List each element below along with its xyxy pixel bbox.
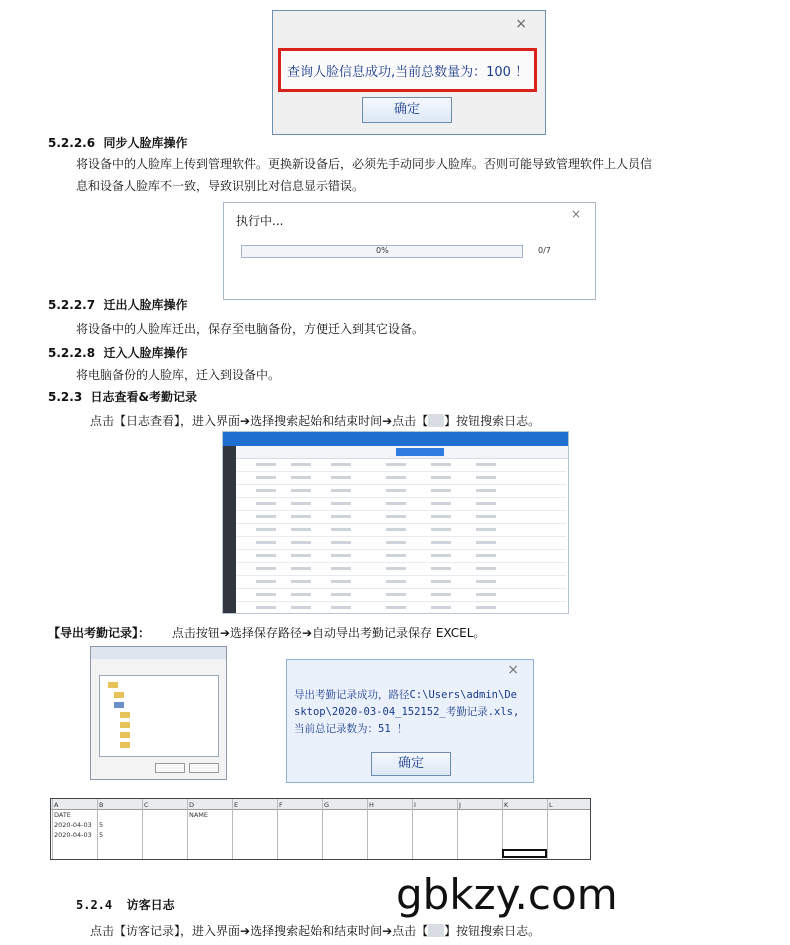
cell-placeholder — [386, 476, 406, 479]
cell-placeholder — [331, 463, 351, 466]
arrow-icon: ➔ — [240, 414, 251, 428]
column-divider — [97, 799, 98, 860]
section-title: 日志查看&考勤记录 — [90, 390, 197, 404]
message-box — [278, 48, 537, 92]
cell-placeholder — [431, 476, 451, 479]
text-part: 】按钮搜索日志。 — [444, 924, 541, 938]
table-row[interactable] — [236, 512, 566, 524]
table-row[interactable] — [236, 603, 566, 614]
cell-placeholder — [476, 567, 496, 570]
cell-placeholder — [291, 476, 311, 479]
column-header[interactable]: I — [414, 801, 416, 809]
cell-placeholder — [431, 463, 451, 466]
cell-placeholder — [331, 606, 351, 609]
cell-placeholder — [256, 528, 276, 531]
cell-placeholder — [476, 463, 496, 466]
cell-placeholder — [291, 463, 311, 466]
progress-bar — [241, 245, 523, 258]
folder-tree[interactable] — [99, 675, 219, 757]
column-header-row — [51, 799, 591, 810]
text-part: 点击【访客记录】，进入界面 — [90, 924, 241, 938]
cell-placeholder — [386, 528, 406, 531]
watermark: gbkzy.com — [396, 870, 618, 919]
cell-placeholder — [476, 502, 496, 505]
column-header[interactable]: J — [459, 801, 461, 809]
cell-placeholder — [291, 554, 311, 557]
excel-sheet — [50, 798, 591, 860]
cell-placeholder — [256, 567, 276, 570]
confirm-button[interactable] — [155, 763, 185, 773]
section-5228-text: 将电脑备份的人脸库，迁入到设备中。 — [76, 368, 281, 382]
section-524-heading — [76, 896, 175, 913]
section-523-text — [90, 412, 540, 429]
cell-placeholder — [386, 554, 406, 557]
executing-dialog — [223, 202, 596, 300]
selected-cell[interactable] — [502, 849, 547, 858]
section-title: 迁入人脸库操作 — [103, 346, 188, 360]
cell-placeholder — [431, 541, 451, 544]
cell-placeholder — [386, 463, 406, 466]
section-number: 5.2.2.6 — [48, 136, 96, 150]
section-title: 迁出人脸库操作 — [103, 298, 188, 312]
cell-placeholder — [386, 606, 406, 609]
section-5228-heading — [48, 344, 187, 361]
text-part: 选择保存路径 — [229, 626, 302, 640]
section-title: 同步人脸库操作 — [103, 136, 188, 150]
sheet-cell[interactable]: NAME — [189, 811, 209, 819]
sheet-cell[interactable]: 2020-04-03 — [54, 831, 92, 839]
cell-placeholder — [291, 580, 311, 583]
app-sidebar — [223, 446, 236, 614]
cell-placeholder — [431, 515, 451, 518]
text-part: 点击【 — [392, 414, 429, 428]
cell-placeholder — [331, 554, 351, 557]
section-5226-heading — [48, 134, 187, 151]
section-5227-heading — [48, 296, 187, 313]
section-title: 访客日志 — [126, 898, 175, 912]
cell-placeholder — [256, 606, 276, 609]
text-part: 点击【 — [392, 924, 429, 938]
app-toolbar — [236, 446, 569, 459]
column-divider — [322, 799, 323, 860]
section-number: 5.2.3 — [48, 390, 83, 404]
dialog-title: 执行中... — [236, 214, 284, 228]
column-divider — [277, 799, 278, 860]
cell-placeholder — [431, 593, 451, 596]
search-icon — [428, 924, 444, 937]
cell-placeholder — [256, 554, 276, 557]
column-header[interactable]: A — [54, 801, 59, 809]
cell-placeholder — [256, 476, 276, 479]
folder-browser-dialog — [90, 646, 227, 780]
cell-placeholder — [476, 554, 496, 557]
section-5226-line1: 将设备中的人脸库上传到管理软件。更换新设备后，必须先手动同步人脸库。否则可能导致管理软件上人员信 — [76, 157, 653, 171]
sheet-cell[interactable]: 2020-04-03 — [54, 821, 92, 829]
cell-placeholder — [431, 606, 451, 609]
sheet-cell[interactable]: 5 — [99, 821, 104, 829]
cell-placeholder — [331, 528, 351, 531]
cell-placeholder — [386, 593, 406, 596]
cell-placeholder — [291, 502, 311, 505]
column-divider — [187, 799, 188, 860]
cell-placeholder — [256, 580, 276, 583]
cancel-button[interactable] — [189, 763, 219, 773]
sheet-cell[interactable]: DATE — [54, 811, 71, 819]
cell-placeholder — [291, 528, 311, 531]
arrow-icon: ➔ — [240, 924, 251, 938]
section-number: 5.2.4 — [76, 898, 113, 912]
cell-placeholder — [431, 580, 451, 583]
column-divider — [232, 799, 233, 860]
log-viewer-screenshot — [222, 431, 569, 614]
cell-placeholder — [256, 463, 276, 466]
table-row[interactable] — [236, 538, 566, 550]
column-divider — [412, 799, 413, 860]
cell-placeholder — [386, 580, 406, 583]
cell-placeholder — [476, 606, 496, 609]
cell-placeholder — [331, 593, 351, 596]
column-header[interactable]: K — [504, 801, 509, 809]
cell-placeholder — [386, 489, 406, 492]
table-row[interactable] — [236, 564, 566, 576]
cell-placeholder — [476, 489, 496, 492]
cell-placeholder — [386, 502, 406, 505]
close-icon[interactable]: × — [515, 16, 527, 32]
cell-placeholder — [431, 489, 451, 492]
cell-placeholder — [431, 502, 451, 505]
cell-placeholder — [331, 580, 351, 583]
table-row[interactable] — [236, 460, 566, 472]
message-line: 导出考勤记录成功，路径C:\Users\admin\De — [294, 689, 517, 701]
cell-placeholder — [291, 489, 311, 492]
cell-placeholder — [331, 515, 351, 518]
text-part: 选择搜索起始和结束时间 — [250, 414, 383, 428]
ok-button[interactable]: 确定 — [362, 97, 452, 123]
cell-placeholder — [256, 502, 276, 505]
column-header[interactable]: C — [144, 801, 149, 809]
cell-placeholder — [386, 515, 406, 518]
section-number: 5.2.2.8 — [48, 346, 96, 360]
column-divider — [142, 799, 143, 860]
cell-placeholder — [476, 515, 496, 518]
arrow-icon: ➔ — [301, 626, 312, 640]
cell-placeholder — [291, 541, 311, 544]
cell-placeholder — [256, 489, 276, 492]
section-523-heading — [48, 388, 197, 405]
table-row[interactable] — [236, 473, 566, 485]
cell-placeholder — [291, 593, 311, 596]
sheet-cell[interactable]: 5 — [99, 831, 104, 839]
section-5227-text: 将设备中的人脸库迁出，保存至电脑备份，方便迁入到其它设备。 — [76, 322, 425, 336]
arrow-icon: ➔ — [382, 414, 393, 428]
ok-button[interactable]: 确定 — [371, 752, 451, 776]
column-header[interactable]: G — [324, 801, 330, 809]
section-number: 5.2.2.7 — [48, 298, 96, 312]
cell-placeholder — [331, 489, 351, 492]
cell-placeholder — [431, 528, 451, 531]
dialog-message: 查询人脸信息成功,当前总数量为：100 ！ — [287, 65, 529, 80]
message-line: sktop\2020-03-04_152152_考勤记录.xls, — [294, 706, 520, 718]
column-header[interactable]: H — [369, 801, 374, 809]
query-success-dialog — [272, 10, 546, 135]
search-icon — [428, 414, 444, 427]
section-524-text — [90, 922, 540, 939]
column-divider — [547, 799, 548, 860]
cell-placeholder — [256, 515, 276, 518]
column-divider — [457, 799, 458, 860]
column-header[interactable]: L — [549, 801, 553, 809]
table-row[interactable] — [236, 499, 566, 511]
cell-placeholder — [476, 528, 496, 531]
cell-placeholder — [476, 476, 496, 479]
column-header[interactable]: F — [279, 801, 283, 809]
table-row[interactable] — [236, 577, 566, 589]
dialog-titlebar — [91, 647, 227, 659]
cell-placeholder — [476, 580, 496, 583]
cell-placeholder — [476, 541, 496, 544]
column-header[interactable]: E — [234, 801, 239, 809]
column-divider — [52, 799, 53, 860]
search-button[interactable] — [396, 448, 444, 456]
export-label: 【导出考勤记录】： — [48, 626, 151, 640]
text-part: 自动导出考勤记录保存 EXCEL。 — [312, 626, 486, 640]
progress-percent: 0% — [376, 246, 389, 255]
cell-placeholder — [431, 554, 451, 557]
text-part: 选择搜索起始和结束时间 — [250, 924, 383, 938]
cell-placeholder — [256, 541, 276, 544]
cell-placeholder — [291, 515, 311, 518]
app-titlebar — [223, 432, 569, 446]
cell-placeholder — [291, 606, 311, 609]
section-5226-line2: 息和设备人脸库不一致，导致识别比对信息显示错误。 — [76, 179, 365, 193]
column-header[interactable]: B — [99, 801, 104, 809]
table-row[interactable] — [236, 486, 566, 498]
cell-placeholder — [431, 567, 451, 570]
arrow-icon: ➔ — [219, 626, 230, 640]
cell-placeholder — [291, 567, 311, 570]
cell-placeholder — [331, 502, 351, 505]
arrow-icon: ➔ — [382, 924, 393, 938]
message-line: 当前总记录数为：51 ！ — [294, 723, 408, 735]
column-divider — [367, 799, 368, 860]
dialog-message — [294, 687, 519, 738]
close-icon[interactable]: × — [507, 662, 519, 678]
table-row[interactable] — [236, 590, 566, 602]
cell-placeholder — [331, 541, 351, 544]
cell-placeholder — [256, 593, 276, 596]
progress-count: 0/7 — [538, 246, 551, 255]
text-part: 点击【日志查看】，进入界面 — [90, 414, 241, 428]
text-part: 】按钮搜索日志。 — [444, 414, 541, 428]
cell-placeholder — [331, 476, 351, 479]
export-instruction — [48, 624, 485, 641]
cell-placeholder — [386, 541, 406, 544]
close-icon[interactable]: × — [570, 207, 581, 221]
table-row[interactable] — [236, 551, 566, 563]
cell-placeholder — [386, 567, 406, 570]
table-row[interactable] — [236, 525, 566, 537]
export-success-dialog — [286, 659, 534, 783]
cell-placeholder — [476, 593, 496, 596]
text-part: 点击按钮 — [171, 626, 220, 640]
cell-placeholder — [331, 567, 351, 570]
column-header[interactable]: D — [189, 801, 195, 809]
